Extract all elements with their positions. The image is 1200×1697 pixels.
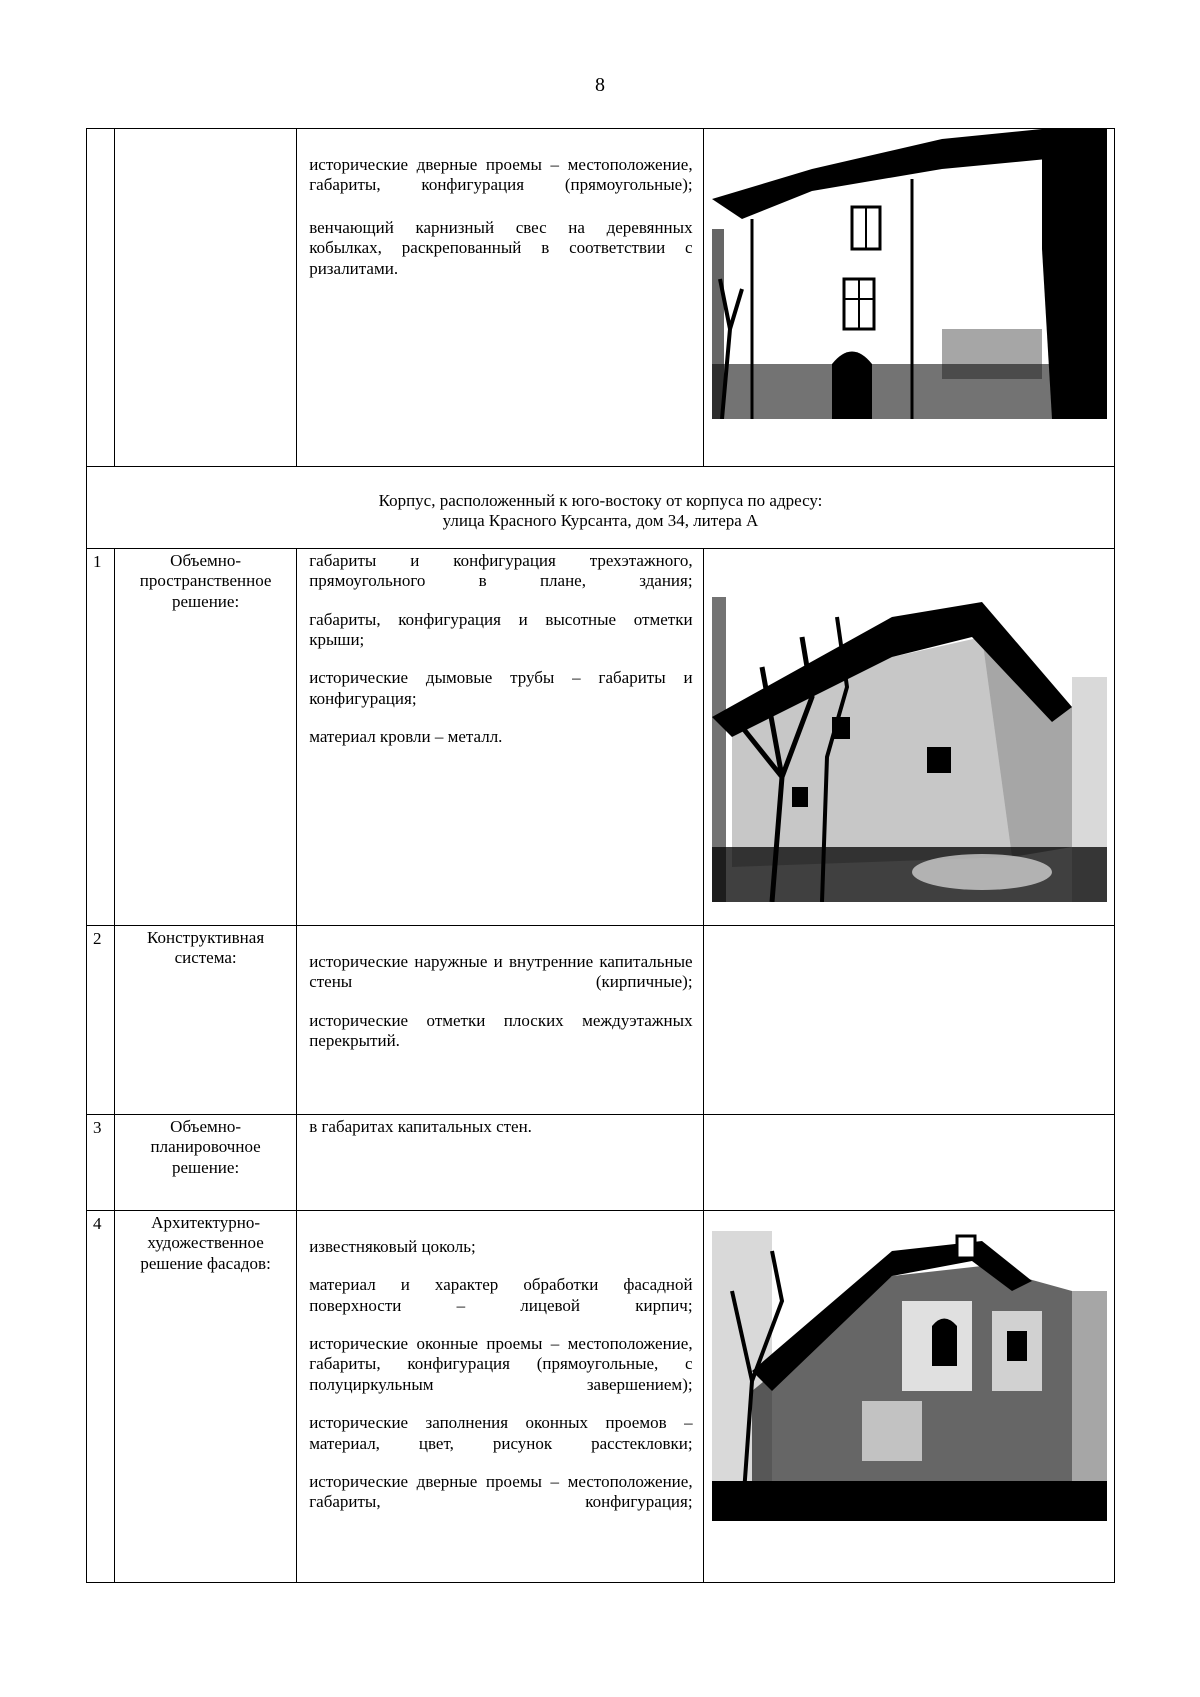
description-item: венчающий карнизный свес на деревянных кобылках, раскрепованный в соответствии с ризалитами. [309,217,693,278]
description-item: исторические отметки плоских междуэтажных перекрытий. [309,1010,693,1050]
description-item: материал и характер обработки фасадной поверхности – лицевой кирпич; [309,1275,693,1315]
table-row-continuation [87,129,1115,467]
row-number-cell [87,129,115,467]
row-description-cell [297,548,703,925]
row-number: 4 [87,1210,115,1582]
row-name-cell [115,129,297,467]
row-photo-cell [703,925,1114,1114]
table-row [87,925,1115,1114]
section-title [87,467,1115,549]
description-item: исторические наружные и внутренние капитальные стены (кирпичные); [309,951,693,992]
description-item: в габаритах капитальных стен. [309,1116,532,1136]
description-item: габариты, конфигурация и высотные отметки крыши; [309,609,693,649]
row-description-cell [297,1114,703,1210]
row-number: 2 [87,925,115,1114]
table-row [87,1210,1115,1582]
description-item: исторические заполнения оконных проемов – материал, цвет, рисунок расстекловки; [309,1413,693,1453]
row-photo-cell [703,1114,1114,1210]
row-photo-cell [703,129,1114,467]
building-photo-1 [712,577,1107,902]
row-name: Конструктивная система: [115,925,297,1114]
row-name: Объемно-планировочное решение: [115,1114,297,1210]
building-photo-2 [712,1231,1107,1521]
row-name: Архитектурно-художественное решение фасадов: [115,1210,297,1582]
row-description-cell [297,129,703,467]
table-row [87,1114,1115,1210]
building-facade-photo [712,129,1107,419]
page-number: 8 [595,74,605,96]
row-description-cell [297,925,703,1114]
row-description-cell [297,1210,703,1582]
description-item: исторические дверные проемы – местоположение, габариты, конфигурация (прямоугольные); [309,155,693,195]
row-name: Объемно-пространственное решение: [115,548,297,925]
row-photo-cell [703,1210,1114,1582]
description-item: материал кровли – металл. [309,727,503,747]
description-item: известняковый цоколь; [309,1236,476,1256]
protected-elements-table [86,128,1115,1583]
description-item: исторические дверные проемы – местоположение, габариты, конфигурация; [309,1471,693,1512]
table-row [87,548,1115,925]
section-title-line: улица Красного Курсанта, дом 34, литера А [442,511,759,531]
description-item: исторические дымовые трубы – габариты и конфигурация; [309,668,693,708]
section-title-line: Корпус, расположенный к юго-востоку от корпуса по адресу: [378,491,823,510]
description-item: исторические оконные проемы – местоположение, габариты, конфигурация (прямоугольные, с полуциркульным завершением); [309,1333,693,1394]
row-number: 1 [87,548,115,925]
description-item: габариты и конфигурация трехэтажного, прямоугольного в плане, здания; [309,550,693,591]
section-header-row [87,467,1115,549]
row-number: 3 [87,1114,115,1210]
row-photo-cell [703,548,1114,925]
